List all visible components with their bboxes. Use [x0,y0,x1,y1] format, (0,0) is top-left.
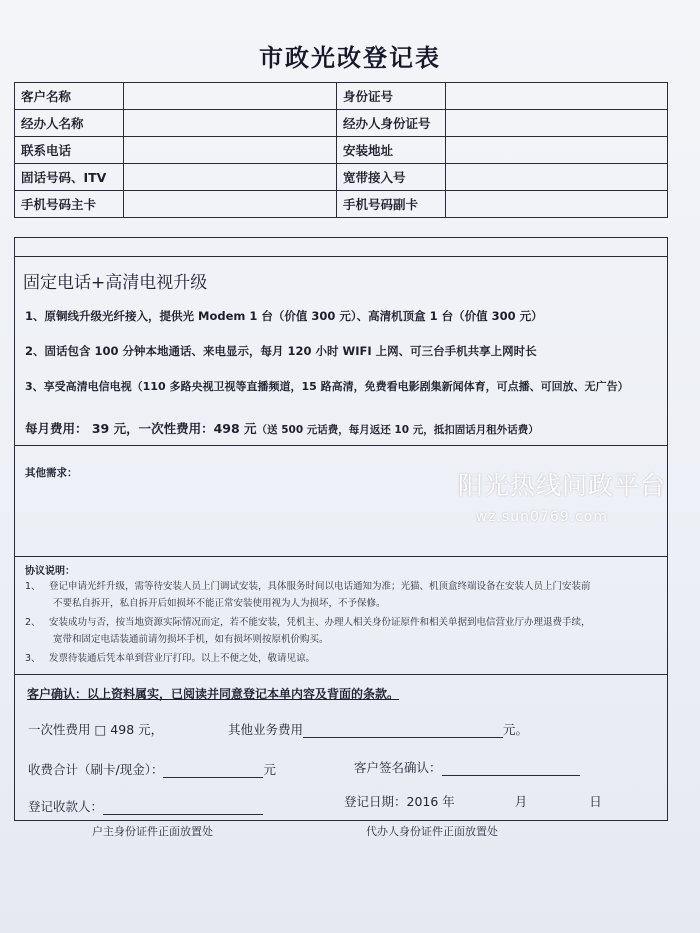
mobile-main-label: 手机号码主卡 [15,191,124,218]
date-label: 登记日期：2016 年 [344,794,455,809]
clause-text: 登记申请光纤升级，需等待安装人员上门调试安装，具体服务时间以电话通知为准；光猫、机顶盒终端设备在安装人员上门安装前 [49,581,591,592]
install-address-label: 安装地址 [337,137,446,164]
agreement-clause-3 [25,650,315,667]
agreement-clause-2 [25,614,591,648]
signature-row [354,758,580,776]
package-fee [25,419,539,437]
customer-name-label: 客户名称 [15,83,124,110]
package-item-2: 2、固话包含 100 分钟本地通话、来电显示，每月 120 小时 WIFI 上网、可三台手机共享上网时长 [25,344,537,358]
table-row [15,191,668,218]
mobile-sub-field[interactable] [446,191,668,218]
receiver-row [28,797,263,815]
customer-confirm-text: 客户确认：以上资料属实，已阅读并同意登记本单内容及背面的条款。 [27,687,400,701]
agent-id-placeholder: 代办人身份证件正面放置处 [366,825,498,838]
agreement-clause-1 [25,578,591,612]
id-number-field[interactable] [446,83,668,110]
receiver-field[interactable] [103,802,263,815]
customer-info-table [14,82,668,218]
landline-itv-label: 固话号码、ITV [15,164,124,191]
broadband-account-label: 宽带接入号 [337,164,446,191]
table-row [15,110,668,137]
other-fee-field[interactable] [303,725,503,738]
other-fee-row [228,720,528,738]
total-fee-field[interactable] [163,765,263,778]
agent-name-field[interactable] [124,110,337,137]
clause-number: 2、 [25,617,41,628]
receiver-label: 登记收款人： [28,799,104,814]
one-time-fee-amount: 498 元， [110,722,164,737]
contact-phone-label: 联系电话 [15,137,124,164]
one-time-fee-label: 一次性费用 [28,722,91,737]
owner-id-placeholder: 户主身份证件正面放置处 [92,825,213,838]
total-fee-unit: 元 [263,762,276,777]
watermark-url: wz.sun0769.com [475,509,608,525]
clause-number: 3、 [25,653,41,664]
table-row [15,164,668,191]
fee-checkbox[interactable]: □ [94,722,107,737]
install-address-field[interactable] [446,137,668,164]
other-fee-label: 其他业务费用 [228,722,304,737]
divider [15,556,667,557]
date-month: 月 [514,794,528,809]
clause-number: 1、 [25,581,41,592]
total-fee-row [28,760,276,778]
package-item-3: 3、享受高清电信电视（110 多路央视卫视等直播频道，15 路高清，免费看电影剧集新闻体育，可点播、可回放、无广告） [25,380,629,393]
table-row [15,83,668,110]
total-fee-label: 收费合计（刷卡/现金）： [28,762,164,777]
package-title: 固定电话+高清电视升级 [23,273,208,293]
clause-text: 不要私自拆开，私自拆开后如损坏不能正常安装使用视为人为损坏，不予保修。 [53,598,386,609]
mobile-main-field[interactable] [124,191,337,218]
divider [15,674,667,675]
divider [15,256,667,257]
id-number-label: 身份证号 [337,83,446,110]
date-row [344,792,602,810]
date-day: 日 [589,794,602,809]
clause-text: 安装成功与否，按当地资源实际情况而定，若不能安装，凭机主、办理人相关身份证原件和相关单据到电信营业厅办理退费手续， [49,617,591,628]
broadband-account-field[interactable] [446,164,668,191]
clause-text: 宽带和固定电话装通前请勿损坏手机，如有损坏则按原机价购买。 [53,634,329,645]
table-row [15,137,668,164]
watermark-title: 阳光热线问政平台 [457,471,666,500]
fee-main: 每月费用： 39 元，一次性费用：498 元 [25,421,257,436]
fee-note: （送 500 元话费，每月返还 10 元，抵扣固话月租外话费） [256,424,539,436]
other-needs-label: 其他需求： [25,467,78,479]
mobile-sub-label: 手机号码副卡 [337,191,446,218]
customer-name-field[interactable] [124,83,337,110]
agent-id-label: 经办人身份证号 [337,110,446,137]
agent-name-label: 经办人名称 [15,110,124,137]
agent-id-field[interactable] [446,110,668,137]
one-time-fee-row [28,720,163,738]
contact-phone-field[interactable] [124,137,337,164]
landline-itv-field[interactable] [124,164,337,191]
page-title: 市政光改登记表 [259,44,441,72]
package-item-1: 1、原铜线升级光纤接入，提供光 Modem 1 台（价值 300 元）、高清机顶盒 1 台（价值 300 元） [25,309,543,323]
agreement-heading: 协议说明： [25,566,75,577]
signature-label: 客户签名确认： [354,760,442,775]
other-fee-unit: 元。 [503,722,529,737]
divider [15,445,667,446]
signature-field[interactable] [442,763,580,776]
clause-text: 发票待装通后凭本单到营业厅打印。以上不便之处，敬请见谅。 [49,653,316,664]
